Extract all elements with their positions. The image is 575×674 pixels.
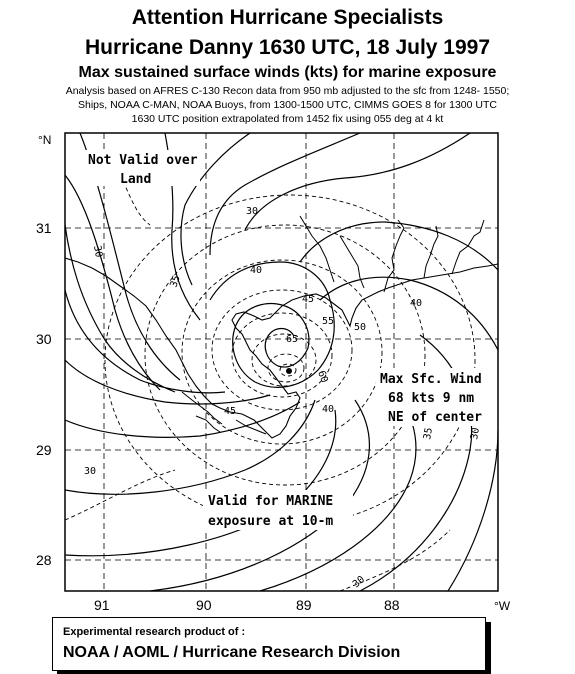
lat-tick-label: 31 [36,220,52,236]
lon-tick-label: 90 [196,597,212,613]
not-valid-label: Not Valid over [88,153,198,168]
title-line-2: Hurricane Danny 1630 UTC, 18 July 1997 [84,36,491,59]
max-wind-label: Max Sfc. Wind [380,372,482,387]
max-wind-location: NE of center [388,410,482,425]
credit-box [52,617,486,671]
storm-center [286,368,292,374]
title-line-3: Max sustained surface winds (kts) for marine exposure [78,64,497,81]
land-label: Land [120,172,152,187]
isotach-label: 60 [315,369,330,385]
analysis-note-3: 1630 UTC position extrapolated from 1452 fix using 055 deg at 4 kt [131,113,444,125]
isotach-label: 30 [84,466,97,477]
analysis-note-1: Analysis based on AFRES C-130 Recon data from 950 mb adjusted to the sfc from 1248- 1550; [65,85,510,97]
lat-tick-label: 30 [36,331,52,347]
lat-tick-label: 29 [36,442,52,458]
credit-line-2: NOAA / AOML / Hurricane Research Division [63,644,401,661]
lon-tick-label: 89 [296,597,312,613]
credit-line-1: Experimental research product of : [63,626,246,638]
isotach-label: 40 [250,265,263,276]
title-line-1: Attention Hurricane Specialists [131,6,444,29]
isotach-label: 50 [354,322,367,333]
lat-tick-label: 28 [36,552,52,568]
isotach-label: 30 [350,574,368,591]
isotach-label: 30 [469,426,483,441]
isotach-label: 40 [322,404,335,415]
isotach-label: 30 [91,244,104,259]
lat-unit-label: °N [38,133,52,147]
isotach-label: 35 [422,426,436,441]
isotach-label: 45 [302,294,315,305]
valid-marine-label: Valid for MARINE [208,494,334,509]
lon-tick-label: 91 [94,597,110,613]
isotach-label: 30 [246,206,259,217]
max-wind-value: 68 kts 9 nm [388,391,475,406]
lon-unit-label: °W [494,599,511,613]
isotach-label: 55 [322,316,335,327]
isotach-label: 40 [410,298,423,309]
isotach-label: 65 [286,334,299,345]
isotach-label: 35 [168,273,183,290]
lon-tick-label: 88 [384,597,400,613]
exposure-label: exposure at 10-m [208,514,334,529]
isotach-label: 45 [224,406,237,417]
analysis-note-2: Ships, NOAA C-MAN, NOAA Buoys, from 1300-1500 UTC, CIMMS GOES 8 for 1300 UTC [78,99,497,111]
